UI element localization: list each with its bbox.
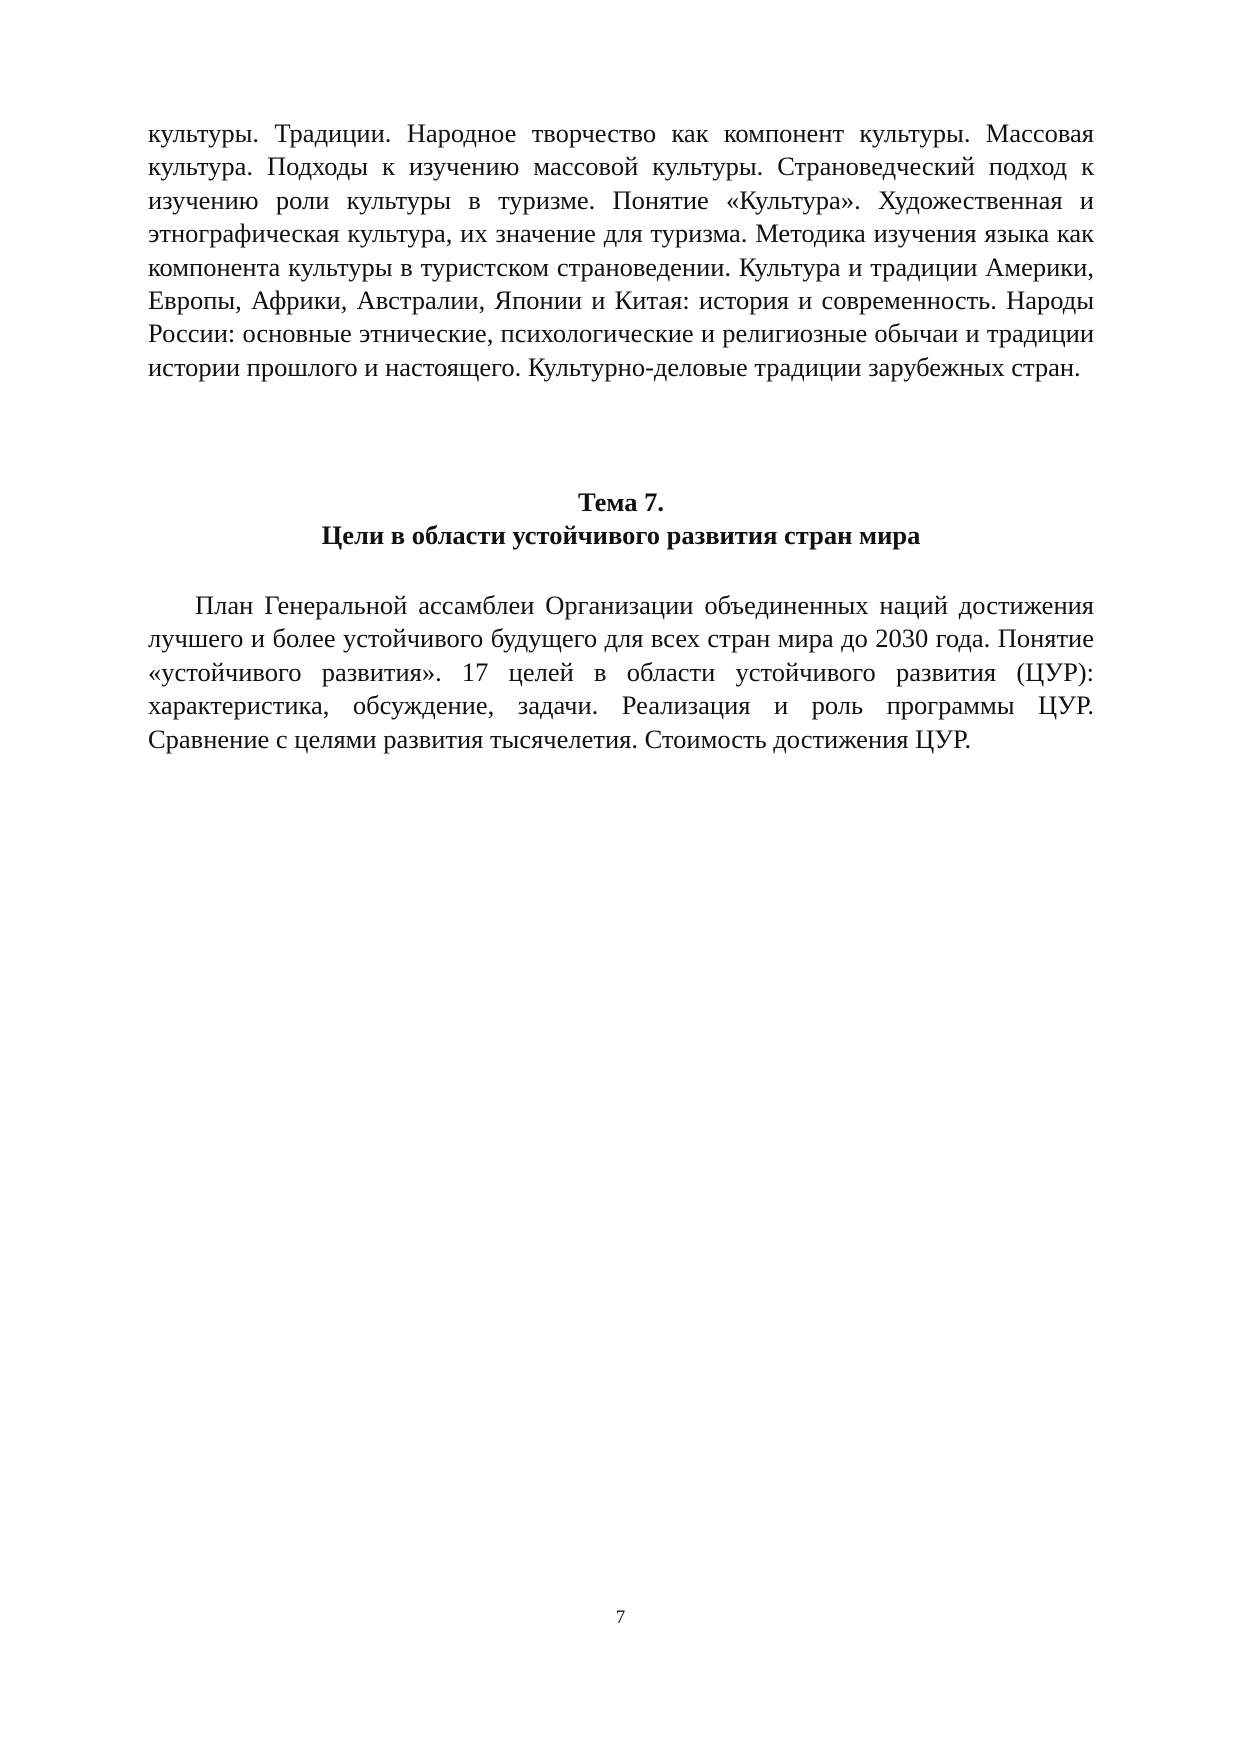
topic-number-heading: Тема 7. <box>577 487 665 517</box>
topic-title-heading: Цели в области устойчивого развития стран мира <box>321 520 921 550</box>
page-number: 7 <box>615 1607 626 1628</box>
body-paragraph-sdg: План Генеральной ассамблеи Организации объединенных наций достижения лучшего и более устойчивого будущего для всех стран мира до 2030 года. Понятие «устойчивого развития». 17 целей в области устойчивого развития (ЦУР): характеристика, обсуждение, задачи. Реализация и роль программы ЦУР. Сравнение с целями развития тысячелетия. Стоимость достижения ЦУР. <box>148 590 1094 754</box>
body-paragraph-culture: культуры. Традиции. Народное творчество как компонент культуры. Массовая культура. Подходы к изучению массовой культуры. Страноведческий подход к изучению роли культуры в туризме. Понятие «Культура». Художественная и этнографическая культура, их значение для туризма. Методика изучения языка как компонента культуры в туристском страноведении. Культура и традиции Америки, Европы, Африки, Австралии, Японии и Китая: история и современность. Народы России: основные этнические, психологические и религиозные обычаи и традиции истории прошлого и настоящего. Культурно-деловые традиции зарубежных стран. <box>148 118 1094 382</box>
